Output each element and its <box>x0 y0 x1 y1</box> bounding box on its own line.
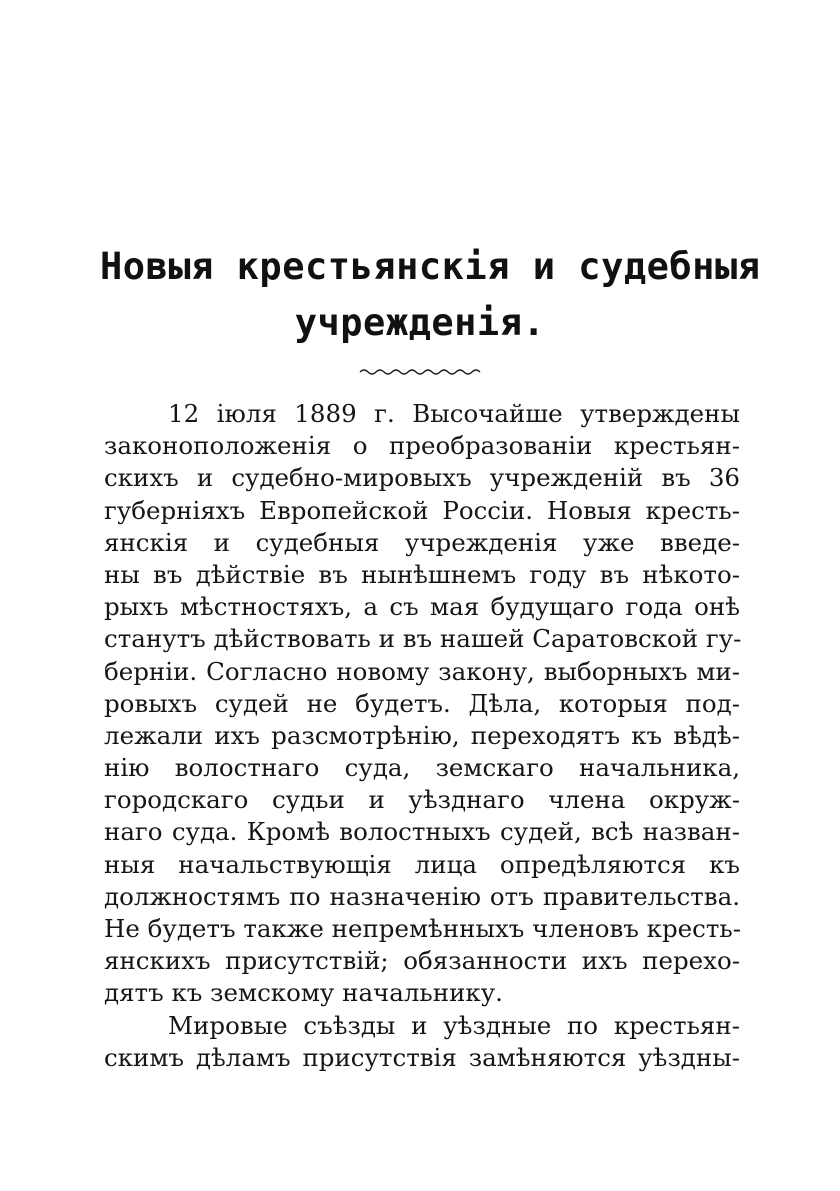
text-line: городскаго судьи и уѣзднаго члена окруж- <box>104 785 740 815</box>
document-title-line-1: Новыя крестьянскія и судебныя <box>100 245 761 288</box>
text-line: наго суда. Кромѣ волостныхъ судей, всѣ назван- <box>104 817 740 847</box>
text-line: янскія и судебныя учрежденія уже введе- <box>104 527 740 557</box>
text-line: Мировые съѣзды и уѣздные по крестьян- <box>168 1010 740 1040</box>
text-line: янскихъ присутствій; обязанности ихъ перехо- <box>104 946 740 976</box>
text-line: скимъ дѣламъ присутствія замѣняются уѣздны- <box>104 1042 740 1072</box>
text-line: лежали ихъ разсмотрѣнію, переходятъ къ вѣдѣ- <box>104 720 740 750</box>
text-line: 12 іюля 1889 г. Высочайше утверждены <box>168 399 740 428</box>
body-text <box>104 398 740 1074</box>
text-line: Не будетъ также непремѣнныхъ членовъ кресть- <box>104 914 742 943</box>
text-line: берніи. Согласно новому закону, выборныхъ ми- <box>104 656 740 686</box>
text-line: должностямъ по назначенію отъ правительства. <box>104 881 740 911</box>
text-line: губерніяхъ Европейской Россіи. Новыя кресть- <box>104 495 740 525</box>
document-title-line-2: учрежденія. <box>294 301 546 344</box>
text-line: ныя начальствующія лица опредѣляются къ <box>104 849 740 879</box>
text-line: законоположенія о преобразованіи крестьян- <box>104 431 740 461</box>
text-line: станутъ дѣйствовать и въ нашей Саратовской гу- <box>104 624 742 654</box>
wavy-divider-ornament <box>358 365 484 379</box>
text-line: ны въ дѣйствіе въ нынѣшнемъ году въ нѣкото- <box>104 559 740 589</box>
text-line: дятъ къ земскому начальнику. <box>104 978 503 1008</box>
text-line: рыхъ мѣстностяхъ, а съ мая будущаго года онѣ <box>104 592 740 622</box>
text-line: ровыхъ судей не будетъ. Дѣла, которыя под- <box>104 688 740 718</box>
text-line: скихъ и судебно-мировыхъ учрежденій въ 36 <box>104 463 740 493</box>
text-line: нію волостнаго суда, земскаго начальника, <box>104 753 740 783</box>
